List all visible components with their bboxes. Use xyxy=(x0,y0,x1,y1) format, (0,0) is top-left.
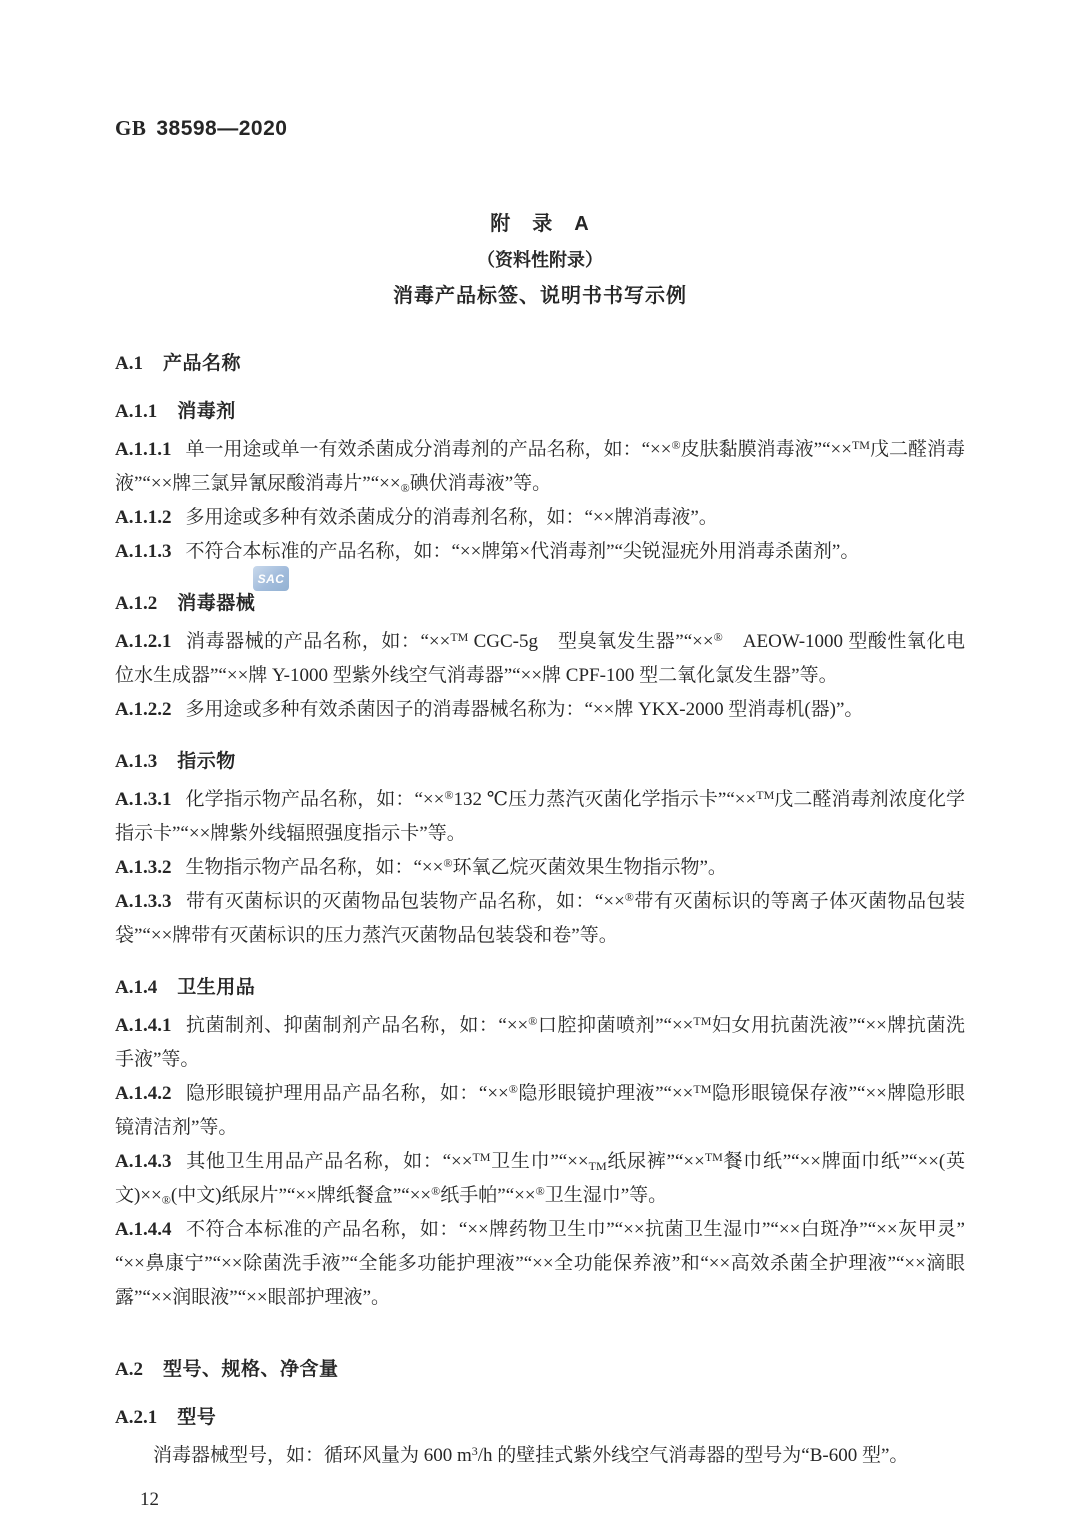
sup-mark: ® xyxy=(624,890,634,904)
text-run: 单一用途或单一有效杀菌成分消毒剂的产品名称，如：“×× xyxy=(185,439,672,460)
text-run: (中文)纸尿片”“××牌纸餐盒”“×× xyxy=(170,1185,432,1206)
page-number: 12 xyxy=(140,1489,159,1510)
sections xyxy=(115,351,965,1473)
text-run: 环氧乙烷灭菌效果生物指示物”。 xyxy=(452,857,727,878)
sub-mark: ® xyxy=(161,1193,171,1207)
text-run: 消毒器械型号，如：循环风量为 600 m xyxy=(153,1445,472,1466)
clause-label: A.1.1.2 xyxy=(115,507,172,528)
body-paragraph xyxy=(115,1439,965,1473)
section-label: A.1.4 xyxy=(115,977,158,998)
section-heading-A.1.2 xyxy=(115,591,965,617)
sup-mark: TM xyxy=(450,630,469,644)
text-run: AEOW-1000 型酸性氧化电位水生成器”“××牌 Y-1000 型紫外线空气消毒器”“××牌 CPF-100 型二氧化氯发生器”等。 xyxy=(115,631,965,686)
appendix-title-block xyxy=(115,211,965,309)
clause-A.1.3.1 xyxy=(115,783,965,851)
sup-mark: ® xyxy=(431,1184,441,1198)
text-run: 132 ℃压力蒸汽灭菌化学指示卡”“×× xyxy=(453,789,757,810)
clause-A.1.4.4 xyxy=(115,1213,965,1315)
standard-prefix: GB xyxy=(115,116,147,140)
clause-label: A.1.1.3 xyxy=(115,541,172,562)
sup-mark: ® xyxy=(443,856,453,870)
text-run: 妇女用抗菌洗液”“××牌抗菌洗手液”等。 xyxy=(115,1015,965,1070)
sup-mark: ® xyxy=(444,788,454,802)
clause-label: A.1.3.3 xyxy=(115,891,172,912)
clause-label: A.1.1.1 xyxy=(115,439,172,460)
clause-label: A.1.4.3 xyxy=(115,1151,172,1172)
section-title: 指示物 xyxy=(177,751,236,772)
sub-mark: ® xyxy=(400,481,410,495)
text-run: 多用途或多种有效杀菌因子的消毒器械名称为：“××牌 YKX-2000 型消毒机(器)”。 xyxy=(185,699,864,720)
text-run: CGC-5g 型臭氧发生器”“×× xyxy=(468,631,714,652)
sup-mark: TM xyxy=(693,1082,712,1096)
section-heading-A.1.4 xyxy=(115,975,965,1001)
sub-mark: TM xyxy=(588,1159,607,1173)
clause-label: A.1.2.1 xyxy=(115,631,172,652)
clause-A.1.1.3 xyxy=(115,535,965,569)
text-run: 带有灭菌标识的灭菌物品包装物产品名称，如：“×× xyxy=(185,891,625,912)
text-run: /h 的壁挂式紫外线空气消毒器的型号为“B-600 型”。 xyxy=(477,1445,909,1466)
text-run: 带有灭菌标识的等离子体灭菌物品包装袋”“××牌带有灭菌标识的压力蒸汽灭菌物品包装袋和卷”等。 xyxy=(115,891,965,946)
sup-mark: TM xyxy=(472,1150,491,1164)
sup-mark: ® xyxy=(671,438,681,452)
appendix-subtitle: （资料性附录） xyxy=(477,250,603,270)
sup-mark: TM xyxy=(693,1014,712,1028)
section-heading-A.1.1 xyxy=(115,399,965,425)
section-heading-A.2 xyxy=(115,1357,965,1383)
clause-label: A.1.4.1 xyxy=(115,1015,172,1036)
clause-A.1.4.3 xyxy=(115,1145,965,1213)
clause-A.1.2.1 xyxy=(115,625,965,693)
section-label: A.1 xyxy=(115,353,143,374)
section-title: 产品名称 xyxy=(162,353,241,374)
sup-mark: ® xyxy=(713,630,723,644)
text-run: 卫生巾”“×× xyxy=(490,1151,589,1172)
clause-A.1.4.2 xyxy=(115,1077,965,1145)
text-run: 抗菌制剂、抑菌制剂产品名称，如：“×× xyxy=(185,1015,529,1036)
sup-mark: TM xyxy=(756,788,775,802)
clause-label: A.1.2.2 xyxy=(115,699,172,720)
clause-A.1.4.1 xyxy=(115,1009,965,1077)
section-label: A.2 xyxy=(115,1359,143,1380)
clause-A.1.3.3 xyxy=(115,885,965,953)
section-heading-A.1.3 xyxy=(115,749,965,775)
section-label: A.1.2 xyxy=(115,593,158,614)
text-run: 消毒器械的产品名称，如：“×× xyxy=(185,631,451,652)
sup-mark: ® xyxy=(528,1014,538,1028)
section-label: A.2.1 xyxy=(115,1407,158,1428)
text-run: 口腔抑菌喷剂”“×× xyxy=(537,1015,694,1036)
clause-label: A.1.3.1 xyxy=(115,789,172,810)
text-run: 戊二醛消毒剂浓度化学指示卡”“××牌紫外线辐照强度指示卡”等。 xyxy=(115,789,965,844)
section-title: 卫生用品 xyxy=(177,977,256,998)
clause-A.1.3.2 xyxy=(115,851,965,885)
text-run: 隐形眼镜保存液”“××牌隐形眼镜清洁剂”等。 xyxy=(115,1083,965,1138)
text-run: 纸尿裤”“×× xyxy=(606,1151,705,1172)
text-run: 戊二醛消毒液”“××牌三氯异氰尿酸消毒片”“×× xyxy=(115,439,965,494)
appendix-title: 附 录 A xyxy=(490,213,590,235)
sup-mark: TM xyxy=(704,1150,723,1164)
section-heading-A.1 xyxy=(115,351,965,377)
sup-mark: ® xyxy=(535,1184,545,1198)
sac-watermark-badge xyxy=(253,566,289,591)
standard-number xyxy=(115,116,965,141)
section-title: 消毒器械 xyxy=(177,593,256,614)
text-run: 不符合本标准的产品名称，如：“××牌药物卫生巾”“××抗菌卫生湿巾”“××白斑净”“××灰甲灵”“××鼻康宁”“××除菌洗手液”“全能多功能护理液”“××全功能保养液”和“××高效杀菌全护理液”“××滴眼露”“××润眼液”“××眼部护理液”。 xyxy=(115,1219,965,1308)
section-title: 消毒剂 xyxy=(177,401,236,422)
text-run: 卫生湿巾”等。 xyxy=(544,1185,668,1206)
clause-label: A.1.4.4 xyxy=(115,1219,172,1240)
sup-mark: TM xyxy=(851,438,870,452)
clause-label: A.1.4.2 xyxy=(115,1083,172,1104)
text-run: 生物指示物产品名称，如：“×× xyxy=(185,857,444,878)
appendix-heading: 消毒产品标签、说明书书写示例 xyxy=(393,285,687,307)
clause-label: A.1.3.2 xyxy=(115,857,172,878)
section-label: A.1.1 xyxy=(115,401,158,422)
clause-A.1.1.1 xyxy=(115,433,965,501)
text-run: 多用途或多种有效杀菌成分的消毒剂名称，如：“××牌消毒液”。 xyxy=(185,507,718,528)
sup-mark: 3 xyxy=(471,1444,478,1458)
section-title: 型号 xyxy=(177,1407,217,1428)
text-run: 纸手帕”“×× xyxy=(440,1185,536,1206)
text-run: 皮肤黏膜消毒液”“×× xyxy=(680,439,852,460)
text-run: 隐形眼镜护理液”“×× xyxy=(517,1083,694,1104)
text-run: 餐巾纸”“××牌面巾纸”“××(英文)×× xyxy=(115,1151,965,1206)
text-run: 化学指示物产品名称，如：“×× xyxy=(185,789,445,810)
sac-watermark-text: SAC xyxy=(257,571,285,586)
clause-A.1.2.2 xyxy=(115,693,965,727)
text-run: 隐形眼镜护理用品产品名称，如：“×× xyxy=(185,1083,509,1104)
sup-mark: ® xyxy=(508,1082,518,1096)
section-title: 型号、规格、净含量 xyxy=(162,1359,339,1380)
text-run: 其他卫生用品产品名称，如：“×× xyxy=(185,1151,473,1172)
text-run: 不符合本标准的产品名称，如：“××牌第×代消毒剂”“尖锐湿疣外用消毒杀菌剂”。 xyxy=(185,541,860,562)
section-heading-A.2.1 xyxy=(115,1405,965,1431)
clause-A.1.1.2 xyxy=(115,501,965,535)
standard-code: 38598—2020 xyxy=(156,117,288,140)
section-label: A.1.3 xyxy=(115,751,158,772)
text-run: 碘伏消毒液”等。 xyxy=(409,473,552,494)
